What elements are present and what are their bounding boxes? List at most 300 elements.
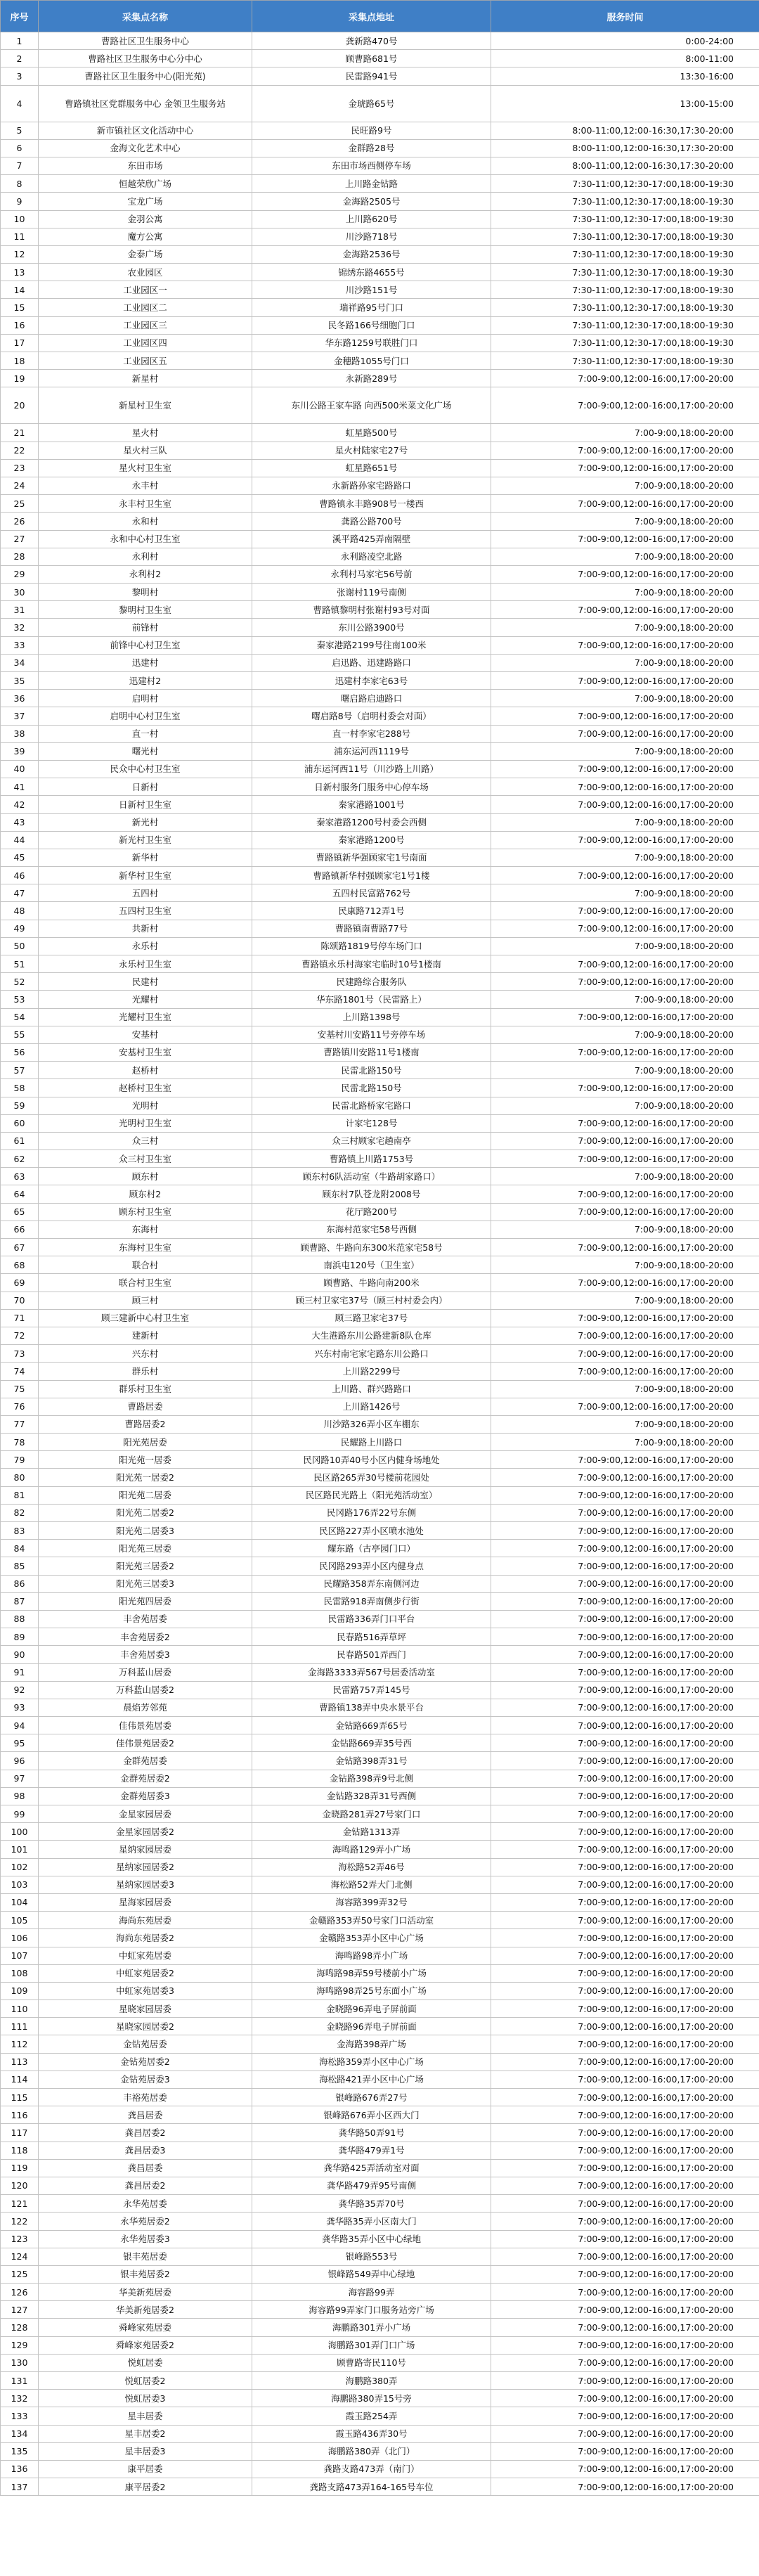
- cell-no: 9: [1, 193, 39, 210]
- cell-service-time: 7:00-9:00,12:00-16:00,17:00-20:00: [491, 1114, 759, 1132]
- cell-no: 101: [1, 1841, 39, 1858]
- table-row: [1, 1008, 759, 1026]
- cell-no: 60: [1, 1114, 39, 1132]
- cell-service-time: 7:00-9:00,12:00-16:00,17:00-20:00: [491, 778, 759, 796]
- cell-address: 上川路620号: [252, 210, 491, 228]
- cell-service-time: 7:00-9:00,12:00-16:00,17:00-20:00: [491, 1752, 759, 1770]
- cell-no: 79: [1, 1451, 39, 1469]
- cell-name: 金钻苑居委3: [39, 2071, 252, 2088]
- cell-name: 永乐村: [39, 937, 252, 955]
- cell-service-time: 7:30-11:00,12:30-17:00,18:00-19:30: [491, 193, 759, 210]
- table-row: [1, 1893, 759, 1911]
- cell-name: 龚昌居委: [39, 2106, 252, 2124]
- cell-name: 万科蓝山居委2: [39, 1681, 252, 1699]
- cell-service-time: 7:00-9:00,18:00-20:00: [491, 742, 759, 760]
- cell-address: 花厅路200号: [252, 1203, 491, 1221]
- cell-no: 128: [1, 2319, 39, 2336]
- cell-name: 海尚东苑居委2: [39, 1929, 252, 1947]
- cell-no: 53: [1, 991, 39, 1008]
- cell-address: 民雷路918弄南侧步行街: [252, 1592, 491, 1610]
- table-row: [1, 690, 759, 707]
- table-row: [1, 1132, 759, 1149]
- cell-no: 99: [1, 1805, 39, 1823]
- cell-service-time: 7:00-9:00,18:00-20:00: [491, 1168, 759, 1185]
- cell-address: 东川公路3900号: [252, 619, 491, 636]
- cell-address: 民耀路上川路口: [252, 1434, 491, 1451]
- cell-no: 30: [1, 584, 39, 601]
- cell-no: 123: [1, 2230, 39, 2248]
- cell-no: 93: [1, 1699, 39, 1716]
- cell-name: 光耀村卫生室: [39, 1008, 252, 1026]
- cell-name: 建新村: [39, 1327, 252, 1344]
- cell-service-time: 13:30-16:00: [491, 67, 759, 85]
- cell-no: 5: [1, 122, 39, 139]
- cell-service-time: 7:00-9:00,12:00-16:00,17:00-20:00: [491, 442, 759, 459]
- cell-address: 海鸣路129弄小广场: [252, 1841, 491, 1858]
- cell-no: 82: [1, 1504, 39, 1521]
- cell-no: 15: [1, 299, 39, 316]
- cell-name: 迅建村2: [39, 672, 252, 690]
- cell-no: 22: [1, 442, 39, 459]
- table-row: [1, 1947, 759, 1964]
- cell-no: 102: [1, 1858, 39, 1876]
- table-row: [1, 1752, 759, 1770]
- cell-address: 金海路2505号: [252, 193, 491, 210]
- table-row: [1, 1043, 759, 1061]
- table-row: [1, 352, 759, 370]
- cell-no: 4: [1, 85, 39, 122]
- cell-no: 21: [1, 424, 39, 442]
- cell-no: 103: [1, 1876, 39, 1893]
- cell-address: 民春路501弄西门: [252, 1646, 491, 1663]
- table-row: [1, 513, 759, 530]
- cell-service-time: 7:00-9:00,12:00-16:00,17:00-20:00: [491, 530, 759, 548]
- header-name: 采集点名称: [39, 1, 252, 32]
- table-row: [1, 1363, 759, 1380]
- cell-address: 直一村李家宅288号: [252, 725, 491, 742]
- cell-name: 佳伟景苑居委: [39, 1717, 252, 1734]
- cell-address: 海松路52弄46号: [252, 1858, 491, 1876]
- cell-service-time: 7:00-9:00,12:00-16:00,17:00-20:00: [491, 2478, 759, 2496]
- table-row: [1, 2213, 759, 2230]
- cell-service-time: 7:00-9:00,12:00-16:00,17:00-20:00: [491, 2265, 759, 2283]
- cell-no: 64: [1, 1185, 39, 1203]
- table-row: [1, 849, 759, 866]
- cell-address: 金海路2536号: [252, 245, 491, 263]
- cell-no: 58: [1, 1079, 39, 1097]
- cell-service-time: 7:00-9:00,12:00-16:00,17:00-20:00: [491, 1592, 759, 1610]
- table-row: [1, 1575, 759, 1592]
- cell-service-time: 7:00-9:00,12:00-16:00,17:00-20:00: [491, 2159, 759, 2177]
- cell-address: 日新村服务门服务中心停车场: [252, 778, 491, 796]
- table-row: [1, 1380, 759, 1398]
- cell-address: 霞玉路254弄: [252, 2407, 491, 2425]
- cell-name: 五四村卫生室: [39, 902, 252, 920]
- cell-name: 联合村卫生室: [39, 1274, 252, 1292]
- table-row: [1, 2089, 759, 2106]
- table-row: [1, 619, 759, 636]
- cell-name: 宝龙广场: [39, 193, 252, 210]
- cell-address: 海鸣路98弄小广场: [252, 1947, 491, 1964]
- cell-no: 110: [1, 2000, 39, 2018]
- cell-service-time: 7:00-9:00,12:00-16:00,17:00-20:00: [491, 1699, 759, 1716]
- cell-no: 59: [1, 1097, 39, 1114]
- table-row: [1, 2425, 759, 2442]
- cell-address: 众三村顾家宅趟南亭: [252, 1132, 491, 1149]
- cell-service-time: 7:00-9:00,12:00-16:00,17:00-20:00: [491, 2195, 759, 2213]
- cell-no: 133: [1, 2407, 39, 2425]
- cell-name: 金泰广场: [39, 245, 252, 263]
- cell-address: 民春路516弄草坪: [252, 1628, 491, 1646]
- cell-address: 民冈路176弄22号东侧: [252, 1504, 491, 1521]
- cell-name: 新华村卫生室: [39, 867, 252, 884]
- cell-name: 群乐村卫生室: [39, 1380, 252, 1398]
- cell-no: 2: [1, 50, 39, 67]
- table-row: [1, 2124, 759, 2142]
- cell-address: 永新路289号: [252, 370, 491, 387]
- cell-address: 龚路公路700号: [252, 513, 491, 530]
- cell-service-time: 7:00-9:00,18:00-20:00: [491, 1415, 759, 1433]
- cell-address: 金海路398弄广场: [252, 2035, 491, 2053]
- cell-no: 121: [1, 2195, 39, 2213]
- table-row: [1, 210, 759, 228]
- table-row: [1, 139, 759, 157]
- cell-service-time: 7:00-9:00,12:00-16:00,17:00-20:00: [491, 973, 759, 991]
- cell-address: 海鹏路380弄15号旁: [252, 2390, 491, 2407]
- cell-service-time: 7:00-9:00,12:00-16:00,17:00-20:00: [491, 2053, 759, 2071]
- cell-no: 51: [1, 955, 39, 973]
- cell-service-time: 7:00-9:00,18:00-20:00: [491, 513, 759, 530]
- cell-address: 星火村陆家宅27号: [252, 442, 491, 459]
- table-row: [1, 2336, 759, 2354]
- cell-name: 星火村三队: [39, 442, 252, 459]
- cell-service-time: 7:00-9:00,12:00-16:00,17:00-20:00: [491, 2390, 759, 2407]
- cell-service-time: 8:00-11:00: [491, 50, 759, 67]
- cell-service-time: 7:00-9:00,12:00-16:00,17:00-20:00: [491, 831, 759, 849]
- cell-no: 115: [1, 2089, 39, 2106]
- cell-name: 群乐村: [39, 1363, 252, 1380]
- cell-address: 金晓路281弄27号家门口: [252, 1805, 491, 1823]
- cell-service-time: 7:00-9:00,12:00-16:00,17:00-20:00: [491, 1858, 759, 1876]
- table-row: [1, 742, 759, 760]
- cell-name: 五四村: [39, 884, 252, 902]
- cell-service-time: 7:30-11:00,12:30-17:00,18:00-19:30: [491, 281, 759, 299]
- cell-service-time: 7:00-9:00,18:00-20:00: [491, 1221, 759, 1238]
- cell-address: 海鹏路380弄（北门）: [252, 2442, 491, 2460]
- cell-no: 116: [1, 2106, 39, 2124]
- table-header-row: [1, 1, 759, 32]
- cell-service-time: 7:00-9:00,12:00-16:00,17:00-20:00: [491, 1787, 759, 1805]
- cell-name: 龚昌居委2: [39, 2124, 252, 2142]
- cell-address: 龚华路35弄70号: [252, 2195, 491, 2213]
- cell-address: 海容路399弄32号: [252, 1893, 491, 1911]
- cell-service-time: 7:00-9:00,12:00-16:00,17:00-20:00: [491, 2354, 759, 2371]
- cell-service-time: 7:00-9:00,12:00-16:00,17:00-20:00: [491, 2460, 759, 2478]
- cell-service-time: 7:30-11:00,12:30-17:00,18:00-19:30: [491, 264, 759, 281]
- cell-name: 丰舍苑居委2: [39, 1628, 252, 1646]
- cell-name: 永和中心村卫生室: [39, 530, 252, 548]
- cell-service-time: 7:00-9:00,12:00-16:00,17:00-20:00: [491, 1734, 759, 1752]
- cell-address: 海松路421弄小区中心广场: [252, 2071, 491, 2088]
- cell-service-time: 7:00-9:00,12:00-16:00,17:00-20:00: [491, 1610, 759, 1628]
- cell-no: 122: [1, 2213, 39, 2230]
- cell-service-time: 7:00-9:00,12:00-16:00,17:00-20:00: [491, 2018, 759, 2035]
- table-row: [1, 1841, 759, 1858]
- cell-service-time: 7:30-11:00,12:30-17:00,18:00-19:30: [491, 316, 759, 334]
- cell-name: 赵桥村卫生室: [39, 1079, 252, 1097]
- cell-service-time: 8:00-11:00,12:00-16:30,17:30-20:00: [491, 122, 759, 139]
- cell-service-time: 7:00-9:00,18:00-20:00: [491, 937, 759, 955]
- cell-service-time: 7:00-9:00,12:00-16:00,17:00-20:00: [491, 2442, 759, 2460]
- cell-no: 136: [1, 2460, 39, 2478]
- cell-address: 东田市场西侧停车场: [252, 157, 491, 174]
- cell-name: 阳光苑二居委: [39, 1486, 252, 1504]
- cell-name: 星丰居委3: [39, 2442, 252, 2460]
- cell-service-time: 7:00-9:00,12:00-16:00,17:00-20:00: [491, 2319, 759, 2336]
- table-row: [1, 1168, 759, 1185]
- table-row: [1, 459, 759, 477]
- cell-name: 金群苑居委3: [39, 1787, 252, 1805]
- table-row: [1, 1699, 759, 1716]
- table-row: [1, 334, 759, 352]
- cell-no: 126: [1, 2284, 39, 2301]
- table-row: [1, 601, 759, 619]
- table-row: [1, 1540, 759, 1557]
- cell-no: 90: [1, 1646, 39, 1663]
- cell-address: 张谢村119号南侧: [252, 584, 491, 601]
- cell-address: 五四村民富路762号: [252, 884, 491, 902]
- cell-address: 龚新路470号: [252, 32, 491, 50]
- cell-service-time: 7:00-9:00,12:00-16:00,17:00-20:00: [491, 1929, 759, 1947]
- cell-name: 万科蓝山居委: [39, 1663, 252, 1681]
- cell-service-time: 7:00-9:00,12:00-16:00,17:00-20:00: [491, 2177, 759, 2194]
- cell-no: 27: [1, 530, 39, 548]
- cell-address: 秦家港路1200号: [252, 831, 491, 849]
- cell-service-time: 7:00-9:00,12:00-16:00,17:00-20:00: [491, 2089, 759, 2106]
- cell-service-time: 7:00-9:00,12:00-16:00,17:00-20:00: [491, 1947, 759, 1964]
- cell-service-time: 7:00-9:00,12:00-16:00,17:00-20:00: [491, 760, 759, 778]
- cell-address: 秦家港路2199号往南100米: [252, 636, 491, 654]
- table-row: [1, 1327, 759, 1344]
- cell-address: 龚华路35弄小区南大门: [252, 2213, 491, 2230]
- table-row: [1, 316, 759, 334]
- cell-address: 民雷路336弄门口平台: [252, 1610, 491, 1628]
- table-row: [1, 2284, 759, 2301]
- cell-name: 工业园区三: [39, 316, 252, 334]
- cell-service-time: 7:00-9:00,12:00-16:00,17:00-20:00: [491, 1079, 759, 1097]
- cell-name: 顾东村: [39, 1168, 252, 1185]
- cell-address: 陈颂路1819号停车场门口: [252, 937, 491, 955]
- table-row: [1, 707, 759, 725]
- cell-address: 金钻路398弄9号北侧: [252, 1770, 491, 1787]
- cell-no: 36: [1, 690, 39, 707]
- cell-address: 龚路支路473弄（南门）: [252, 2460, 491, 2478]
- cell-service-time: 7:00-9:00,18:00-20:00: [491, 548, 759, 565]
- cell-no: 47: [1, 884, 39, 902]
- cell-name: 星纳家园居委3: [39, 1876, 252, 1893]
- cell-name: 丰舍苑居委: [39, 1610, 252, 1628]
- cell-address: 海松路52弄大门北侧: [252, 1876, 491, 1893]
- cell-no: 134: [1, 2425, 39, 2442]
- cell-name: 曹路社区卫生服务中心(阳光苑): [39, 67, 252, 85]
- cell-no: 107: [1, 1947, 39, 1964]
- cell-name: 顾东村2: [39, 1185, 252, 1203]
- table-row: [1, 813, 759, 831]
- cell-no: 6: [1, 139, 39, 157]
- table-row: [1, 1079, 759, 1097]
- cell-service-time: 7:30-11:00,12:30-17:00,18:00-19:30: [491, 228, 759, 245]
- cell-no: 85: [1, 1557, 39, 1575]
- cell-no: 89: [1, 1628, 39, 1646]
- cell-no: 127: [1, 2301, 39, 2319]
- table-row: [1, 2390, 759, 2407]
- cell-no: 44: [1, 831, 39, 849]
- cell-name: 曹路镇社区党群服务中心 金领卫生服务站: [39, 85, 252, 122]
- table-row: [1, 2053, 759, 2071]
- cell-no: 75: [1, 1380, 39, 1398]
- table-row: [1, 1451, 759, 1469]
- cell-no: 52: [1, 973, 39, 991]
- cell-name: 迅建村: [39, 654, 252, 671]
- cell-no: 74: [1, 1363, 39, 1380]
- cell-no: 19: [1, 370, 39, 387]
- cell-no: 67: [1, 1239, 39, 1256]
- cell-address: 民雷北路150号: [252, 1079, 491, 1097]
- cell-service-time: 7:00-9:00,12:00-16:00,17:00-20:00: [491, 2301, 759, 2319]
- cell-service-time: 7:00-9:00,18:00-20:00: [491, 584, 759, 601]
- table-row: [1, 1982, 759, 1999]
- cell-service-time: 7:00-9:00,12:00-16:00,17:00-20:00: [491, 1805, 759, 1823]
- cell-address: 上川路、群兴路路口: [252, 1380, 491, 1398]
- cell-address: 计家宅128号: [252, 1114, 491, 1132]
- cell-name: 悦虹居委3: [39, 2390, 252, 2407]
- cell-no: 96: [1, 1752, 39, 1770]
- cell-address: 银峰路676弄小区西大门: [252, 2106, 491, 2124]
- cell-no: 109: [1, 1982, 39, 1999]
- cell-address: 霞玉路436弄30号: [252, 2425, 491, 2442]
- cell-address: 浦东运河西1119号: [252, 742, 491, 760]
- cell-service-time: 7:00-9:00,12:00-16:00,17:00-20:00: [491, 2248, 759, 2265]
- cell-service-time: 7:00-9:00,12:00-16:00,17:00-20:00: [491, 1876, 759, 1893]
- cell-address: 金钻路669弄65号: [252, 1717, 491, 1734]
- cell-no: 104: [1, 1893, 39, 1911]
- cell-no: 62: [1, 1150, 39, 1168]
- cell-address: 民建路综合服务队: [252, 973, 491, 991]
- cell-address: 金群路28号: [252, 139, 491, 157]
- cell-service-time: 7:00-9:00,12:00-16:00,17:00-20:00: [491, 1274, 759, 1292]
- cell-no: 117: [1, 2124, 39, 2142]
- cell-no: 24: [1, 477, 39, 494]
- cell-no: 50: [1, 937, 39, 955]
- cell-name: 启明中心村卫生室: [39, 707, 252, 725]
- cell-address: 金穗路1055号门口: [252, 352, 491, 370]
- cell-address: 曹路镇138弄中央水景平台: [252, 1699, 491, 1716]
- cell-service-time: 7:00-9:00,12:00-16:00,17:00-20:00: [491, 2142, 759, 2159]
- cell-no: 41: [1, 778, 39, 796]
- cell-no: 7: [1, 157, 39, 174]
- cell-address: 民区路民光路上（阳光苑活动室）: [252, 1486, 491, 1504]
- cell-no: 12: [1, 245, 39, 263]
- cell-no: 35: [1, 672, 39, 690]
- cell-address: 川沙路326弄小区车棚东: [252, 1415, 491, 1433]
- table-row: [1, 1309, 759, 1327]
- cell-address: 海鸣路98弄25号东面小广场: [252, 1982, 491, 1999]
- cell-service-time: 7:00-9:00,18:00-20:00: [491, 424, 759, 442]
- table-row: [1, 2177, 759, 2194]
- cell-name: 星晓家园居委2: [39, 2018, 252, 2035]
- table-row: [1, 2018, 759, 2035]
- cell-address: 海鹏路301弄门口广场: [252, 2336, 491, 2354]
- cell-service-time: 7:00-9:00,12:00-16:00,17:00-20:00: [491, 387, 759, 424]
- cell-name: 康平居委2: [39, 2478, 252, 2496]
- cell-address: 金钻路669弄35号西: [252, 1734, 491, 1752]
- table-row: [1, 228, 759, 245]
- cell-name: 金羽公寓: [39, 210, 252, 228]
- cell-service-time: 7:00-9:00,18:00-20:00: [491, 849, 759, 866]
- cell-no: 56: [1, 1043, 39, 1061]
- cell-service-time: 7:00-9:00,18:00-20:00: [491, 619, 759, 636]
- cell-no: 100: [1, 1823, 39, 1841]
- cell-address: 银峰路549弄中心绿地: [252, 2265, 491, 2283]
- cell-address: 龚华路425弄活动室对面: [252, 2159, 491, 2177]
- cell-address: 曹路镇南曹路77号: [252, 920, 491, 937]
- cell-service-time: 7:00-9:00,12:00-16:00,17:00-20:00: [491, 1185, 759, 1203]
- cell-no: 77: [1, 1415, 39, 1433]
- table-row: [1, 1787, 759, 1805]
- cell-address: 金钻路398弄31号: [252, 1752, 491, 1770]
- cell-service-time: 7:00-9:00,12:00-16:00,17:00-20:00: [491, 2213, 759, 2230]
- cell-service-time: 7:30-11:00,12:30-17:00,18:00-19:30: [491, 352, 759, 370]
- cell-name: 民众中心村卫生室: [39, 760, 252, 778]
- table-row: [1, 1734, 759, 1752]
- table-row: [1, 2460, 759, 2478]
- cell-name: 金星家园居委2: [39, 1823, 252, 1841]
- table-row: [1, 1663, 759, 1681]
- cell-address: 顾曹路寄民110号: [252, 2354, 491, 2371]
- cell-name: 龚昌居委3: [39, 2142, 252, 2159]
- cell-no: 13: [1, 264, 39, 281]
- cell-name: 星火村卫生室: [39, 459, 252, 477]
- cell-address: 民冈路10弄40号小区内健身场地处: [252, 1451, 491, 1469]
- cell-service-time: 7:00-9:00,12:00-16:00,17:00-20:00: [491, 1770, 759, 1787]
- cell-no: 65: [1, 1203, 39, 1221]
- cell-no: 113: [1, 2053, 39, 2071]
- cell-address: 民雷路941号: [252, 67, 491, 85]
- cell-no: 130: [1, 2354, 39, 2371]
- cell-address: 龚华路479弄95号南侧: [252, 2177, 491, 2194]
- cell-no: 95: [1, 1734, 39, 1752]
- table-row: [1, 920, 759, 937]
- cell-address: 龚华路35弄小区中心绿地: [252, 2230, 491, 2248]
- cell-service-time: 7:00-9:00,18:00-20:00: [491, 1380, 759, 1398]
- cell-service-time: 7:00-9:00,12:00-16:00,17:00-20:00: [491, 1540, 759, 1557]
- cell-name: 华美新苑居委: [39, 2284, 252, 2301]
- table-row: [1, 1912, 759, 1929]
- cell-service-time: 7:00-9:00,12:00-16:00,17:00-20:00: [491, 370, 759, 387]
- table-body: [1, 32, 759, 2496]
- cell-address: 华东路1259号联胜门口: [252, 334, 491, 352]
- cell-no: 97: [1, 1770, 39, 1787]
- cell-service-time: 7:00-9:00,12:00-16:00,17:00-20:00: [491, 707, 759, 725]
- table-row: [1, 867, 759, 884]
- cell-no: 48: [1, 902, 39, 920]
- cell-address: 民雷北路桥家宅路口: [252, 1097, 491, 1114]
- cell-address: 上川路2299号: [252, 1363, 491, 1380]
- cell-service-time: 7:00-9:00,18:00-20:00: [491, 884, 759, 902]
- cell-service-time: 7:00-9:00,12:00-16:00,17:00-20:00: [491, 1203, 759, 1221]
- cell-name: 日新村: [39, 778, 252, 796]
- cell-name: 顾三村: [39, 1292, 252, 1309]
